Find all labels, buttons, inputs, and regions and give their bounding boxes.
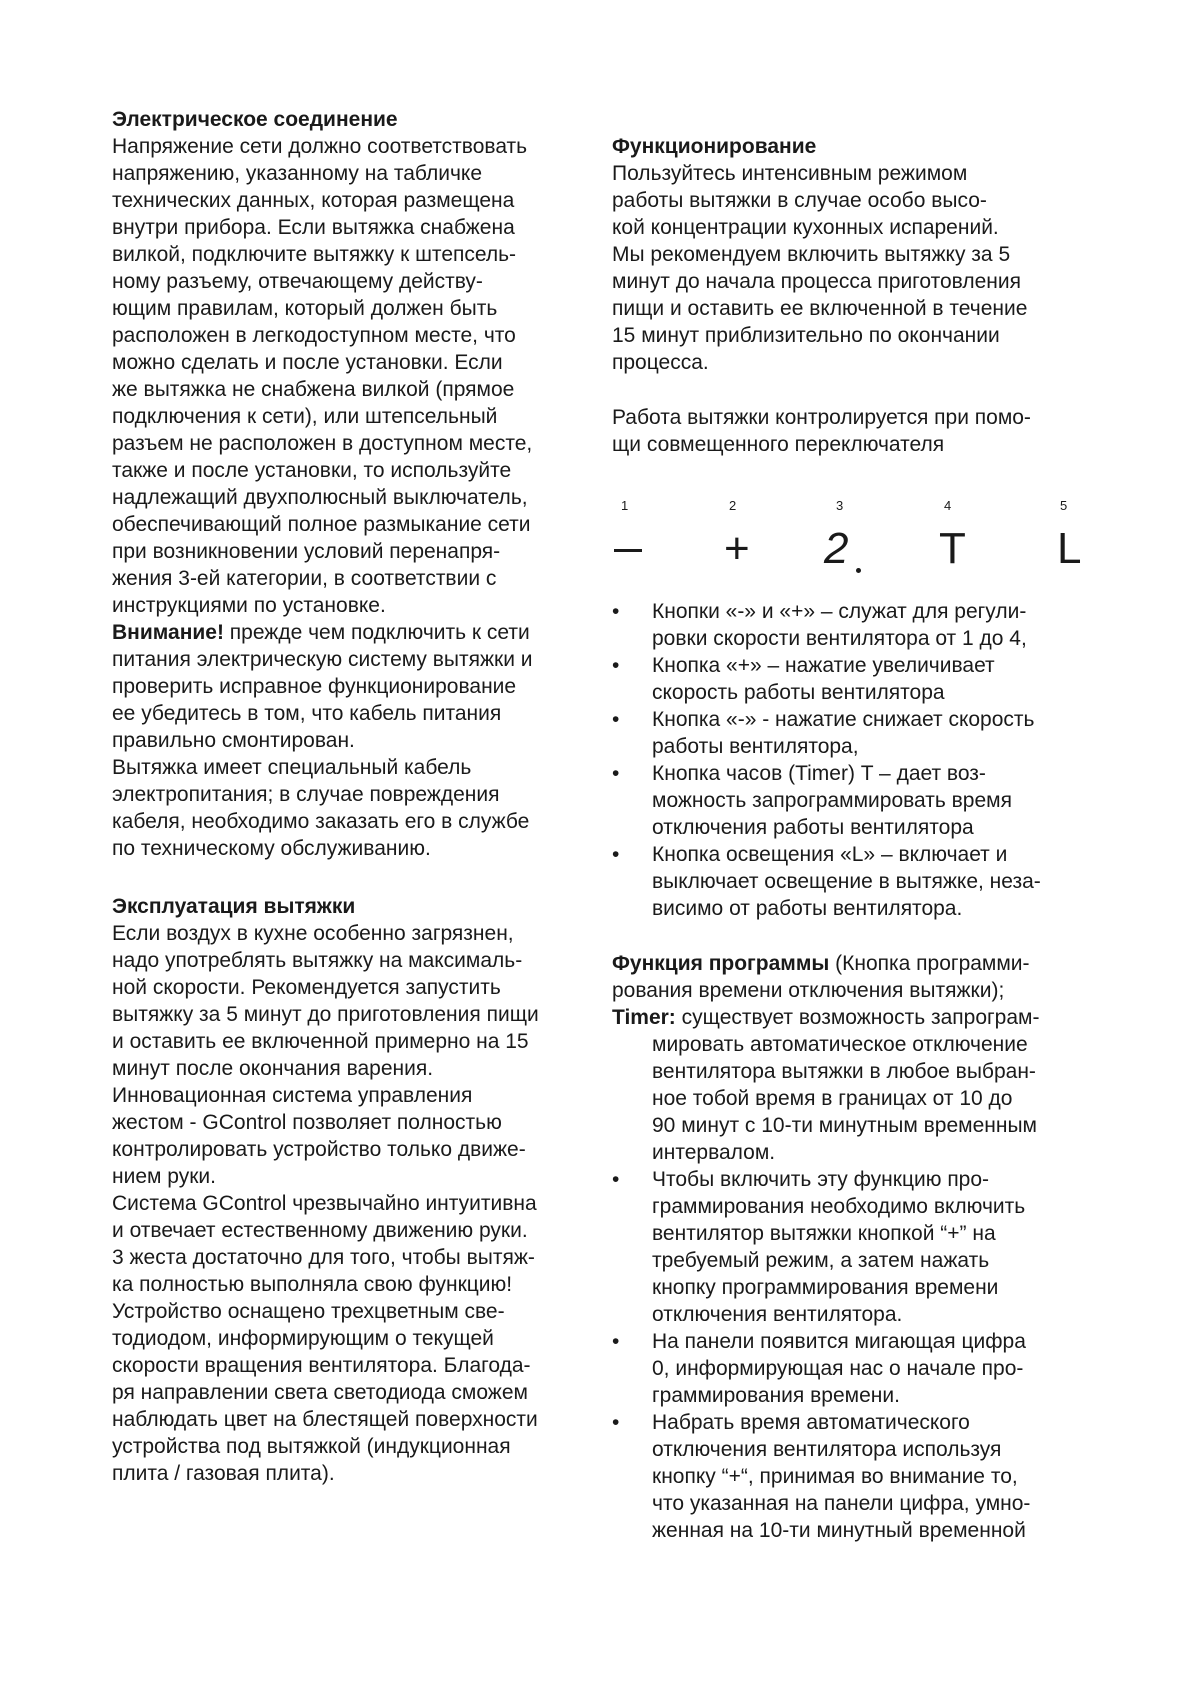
- plus-button-symbol: +: [724, 524, 750, 573]
- text-line: пищи и оставить ее включенной в течение: [612, 297, 1028, 320]
- bullet-icon: •: [612, 1168, 620, 1191]
- text-line: скорости вращения вентилятора. Благода-: [112, 1354, 531, 1377]
- text-line: подключения к сети), или штепсельный: [112, 405, 498, 428]
- text-line: жения 3-ей категории, в соответствии с: [112, 567, 497, 590]
- bullet-line: граммирования времени.: [652, 1384, 900, 1407]
- timer-text: существует возможность запрограм-: [675, 1006, 1040, 1029]
- text-line: наблюдать цвет на блестящей поверхности: [112, 1408, 538, 1431]
- panel-number-2: 2: [729, 498, 737, 513]
- light-button-symbol: L: [1057, 524, 1082, 573]
- minus-icon: [614, 549, 642, 552]
- text-line: Напряжение сети должно соответствовать: [112, 135, 528, 158]
- bullet-line: отключения работы вентилятора: [652, 816, 974, 839]
- bullet-line: отключения вентилятора.: [652, 1303, 903, 1326]
- program-title-line: [612, 950, 1030, 977]
- bullet-icon: •: [612, 600, 620, 623]
- text-line: ющим правилам, который должен быть: [112, 297, 498, 320]
- speed-display-digit: 2: [824, 524, 849, 573]
- text-line: 90 минут с 10-ти минутным временным: [652, 1114, 1037, 1137]
- section-title-electrical: Электрическое соединение: [112, 108, 398, 131]
- text-line: можно сделать и после установки. Если: [112, 351, 503, 374]
- text-line: вытяжку за 5 минут до приготовления пищи: [112, 1003, 539, 1026]
- text-line: Инновационная система управления: [112, 1084, 473, 1107]
- text-line: минут до начала процесса приготовления: [612, 270, 1021, 293]
- text-line: ее убедитесь в том, что кабель питания: [112, 702, 502, 725]
- text-line: вилкой, подключите вытяжку к штепсель-: [112, 243, 517, 266]
- text-line: устройства под вытяжкой (индукционная: [112, 1435, 511, 1458]
- text-line: и отвечает естественному движению руки.: [112, 1219, 528, 1242]
- text-line: обеспечивающий полное размыкание сети: [112, 513, 531, 536]
- text-line: 3 жеста достаточно для того, чтобы вытяж-: [112, 1246, 535, 1269]
- bullet-line: женная на 10-ти минутный временной: [652, 1519, 1026, 1542]
- text-line: также и после установки, то используйте: [112, 459, 512, 482]
- text-line: надо употреблять вытяжку на максималь-: [112, 949, 523, 972]
- text-line: технических данных, которая размещена: [112, 189, 515, 212]
- bullet-icon: •: [612, 843, 620, 866]
- bullet-line: кнопку “+“, принимая во внимание то,: [652, 1465, 1018, 1488]
- bullet-line: работы вентилятора,: [652, 735, 859, 758]
- bullet-line: отключения вентилятора используя: [652, 1438, 1002, 1461]
- section-title-operation: Эксплуатация вытяжки: [112, 895, 356, 918]
- text-line: внутри прибора. Если вытяжка снабжена: [112, 216, 515, 239]
- bullet-icon: •: [612, 762, 620, 785]
- bullet-line: Кнопка «-» - нажатие снижает скорость: [652, 708, 1035, 731]
- warning-text: прежде чем подключить к сети: [223, 621, 530, 644]
- bullet-line: Кнопка освещения «L» – включает и: [652, 843, 1008, 866]
- text-line: правильно смонтирован.: [112, 729, 355, 752]
- text-line: плита / газовая плита).: [112, 1462, 335, 1485]
- bullet-icon: •: [612, 1411, 620, 1434]
- text-line: минут после окончания варения.: [112, 1057, 434, 1080]
- text-line: Мы рекомендуем включить вытяжку за 5: [612, 243, 1011, 266]
- display-dot-icon: [856, 568, 861, 573]
- bullet-line: Набрать время автоматического: [652, 1411, 970, 1434]
- program-title-rest: (Кнопка программи-: [829, 952, 1030, 975]
- text-line: щи совмещенного переключателя: [612, 433, 945, 456]
- bullet-line: ровки скорости вентилятора от 1 до 4,: [652, 627, 1027, 650]
- panel-number-1: 1: [621, 498, 629, 513]
- text-line: интервалом.: [652, 1141, 776, 1164]
- program-title: Функция программы: [612, 952, 830, 975]
- text-line: кой концентрации кухонных испарений.: [612, 216, 999, 239]
- text-line: Устройство оснащено трехцветным све-: [112, 1300, 505, 1323]
- text-line: ное тобой время в границах от 10 до: [652, 1087, 1013, 1110]
- text-line: Вытяжка имеет специальный кабель: [112, 756, 472, 779]
- bullet-line: 0, информирующая нас о начале про-: [652, 1357, 1024, 1380]
- bullet-line: Чтобы включить эту функцию про-: [652, 1168, 990, 1191]
- text-line: жестом - GControl позволяет полностью: [112, 1111, 502, 1134]
- text-line: проверить исправное функционирование: [112, 675, 517, 698]
- bullet-line: вентилятор вытяжки кнопкой “+” на: [652, 1222, 996, 1245]
- bullet-icon: •: [612, 1330, 620, 1353]
- text-line: 15 минут приблизительно по окончании: [612, 324, 1000, 347]
- text-line: питания электрическую систему вытяжки и: [112, 648, 533, 671]
- text-line: рования времени отключения вытяжки);: [612, 979, 1005, 1002]
- warning-label: Внимание!: [112, 621, 224, 644]
- panel-number-5: 5: [1060, 498, 1068, 513]
- text-line: ка полностью выполняла свою функцию!: [112, 1273, 513, 1296]
- text-line: процесса.: [612, 351, 709, 374]
- bullet-line: Кнопка часов (Timer) T – дает воз-: [652, 762, 986, 785]
- text-line: и оставить ее включенной примерно на 15: [112, 1030, 529, 1053]
- bullet-line: что указанная на панели цифра, умно-: [652, 1492, 1031, 1515]
- bullet-line: выключает освещение в вытяжке, неза-: [652, 870, 1041, 893]
- text-line: разъем не расположен в доступном месте,: [112, 432, 533, 455]
- control-panel-diagram: [612, 498, 1082, 578]
- bullet-line: кнопку программирования времени: [652, 1276, 999, 1299]
- bullet-line: висимо от работы вентилятора.: [652, 897, 963, 920]
- panel-number-4: 4: [944, 498, 952, 513]
- bullet-line: можность запрограммировать время: [652, 789, 1012, 812]
- text-line: Система GControl чрезвычайно интуитивна: [112, 1192, 537, 1215]
- text-line: работы вытяжки в случае особо высо-: [612, 189, 987, 212]
- text-line: инструкциями по установке.: [112, 594, 386, 617]
- text-line: Пользуйтесь интенсивным режимом: [612, 162, 968, 185]
- bullet-icon: •: [612, 654, 620, 677]
- text-line: по техническому обслуживанию.: [112, 837, 431, 860]
- text-line: вентилятора вытяжки в любое выбран-: [652, 1060, 1036, 1083]
- bullet-line: граммирования необходимо включить: [652, 1195, 1026, 1218]
- text-line: ному разъему, отвечающему действу-: [112, 270, 483, 293]
- text-line: надлежащий двухполюсный выключатель,: [112, 486, 528, 509]
- section-title-functioning: Функционирование: [612, 135, 817, 158]
- bullet-line: скорость работы вентилятора: [652, 681, 945, 704]
- text-line: расположен в легкодоступном месте, что: [112, 324, 516, 347]
- text-line: электропитания; в случае повреждения: [112, 783, 500, 806]
- text-line: Работа вытяжки контролируется при помо-: [612, 406, 1031, 429]
- timer-label: Timer:: [612, 1006, 676, 1029]
- bullet-line: Кнопки «-» и «+» – служат для регули-: [652, 600, 1027, 623]
- timer-line: [612, 1004, 1039, 1031]
- text-line: нием руки.: [112, 1165, 216, 1188]
- text-line: кабеля, необходимо заказать его в службе: [112, 810, 530, 833]
- bullet-icon: •: [612, 708, 620, 731]
- text-line: при возникновении условий перенапря-: [112, 540, 501, 563]
- text-line: же вытяжка не снабжена вилкой (прямое: [112, 378, 515, 401]
- timer-button-symbol: T: [939, 524, 966, 573]
- text-line: контролировать устройство только движе-: [112, 1138, 526, 1161]
- text-line: ной скорости. Рекомендуется запустить: [112, 976, 501, 999]
- bullet-line: Кнопка «+» – нажатие увеличивает: [652, 654, 995, 677]
- text-line: напряжению, указанному на табличке: [112, 162, 483, 185]
- panel-number-3: 3: [836, 498, 844, 513]
- text-line: ря направлении света светодиода сможем: [112, 1381, 528, 1404]
- text-line: Если воздух в кухне особенно загрязнен,: [112, 922, 514, 945]
- bullet-line: требуемый режим, а затем нажать: [652, 1249, 990, 1272]
- text-line: тодиодом, информирующим о текущей: [112, 1327, 494, 1350]
- text-line: мировать автоматическое отключение: [652, 1033, 1028, 1056]
- bullet-line: На панели появится мигающая цифра: [652, 1330, 1026, 1353]
- warning-line: [112, 619, 530, 646]
